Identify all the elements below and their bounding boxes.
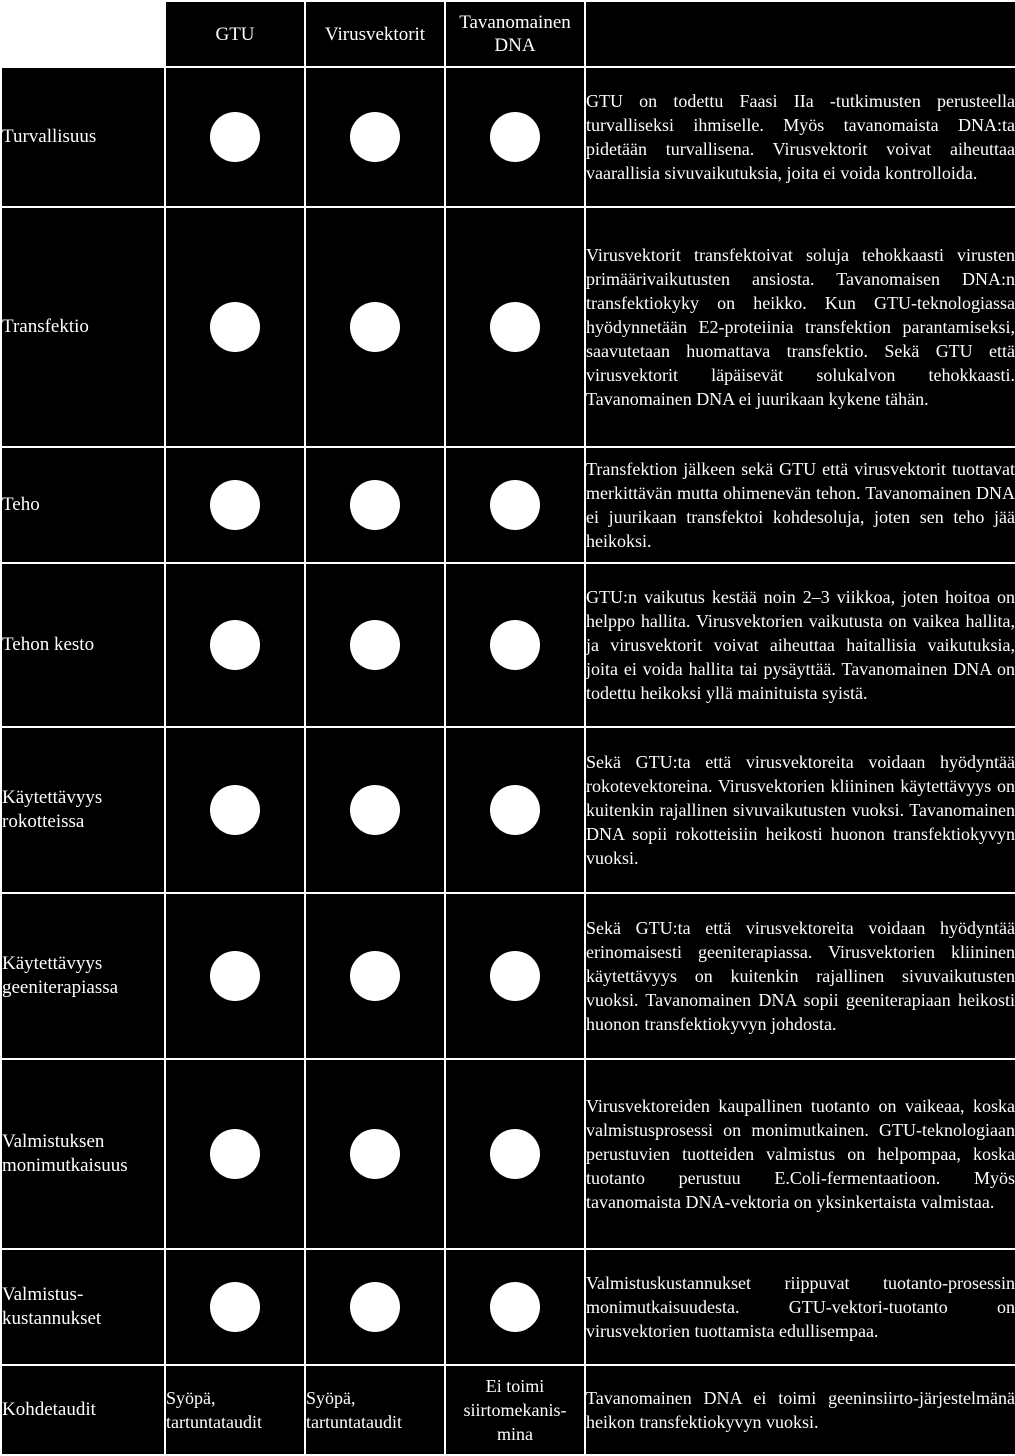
circle-icon [210, 480, 260, 530]
table-row [1, 1249, 1015, 1365]
table-row [1, 727, 1015, 893]
gtu-cell [165, 67, 305, 207]
circle-icon [490, 302, 540, 352]
circle-icon [490, 620, 540, 670]
row-description: Sekä GTU:ta että virusvektoreita voidaan hyödyntää rokotevektoreina. Virusvektorien kliininen käytettävyys on kuitenkin rajallinen sivuvaikutusten vuoksi. Tavanomainen DNA sopii rokotteisiin heikosti huonon transfektiokyvyn vuoksi. [585, 727, 1015, 893]
column-header-tavanomainen-dna: Tavanomainen DNA [445, 1, 585, 67]
gtu-cell [165, 447, 305, 563]
circle-icon [350, 785, 400, 835]
table-row [1, 207, 1015, 447]
criterion-label: Tehon kesto [1, 563, 165, 727]
virus-cell [305, 727, 445, 893]
gtu-cell [165, 207, 305, 447]
table-row [1, 447, 1015, 563]
circle-icon [210, 1129, 260, 1179]
virus-cell [305, 67, 445, 207]
circle-icon [350, 302, 400, 352]
corner-cell [1, 1, 165, 67]
criterion-label: Käytettävyys rokotteissa [1, 727, 165, 893]
criterion-label: Teho [1, 447, 165, 563]
circle-icon [490, 1282, 540, 1332]
circle-icon [210, 620, 260, 670]
gtu-cell [165, 1249, 305, 1365]
circle-icon [210, 951, 260, 1001]
virus-cell [305, 1059, 445, 1249]
row-description: Transfektion jälkeen sekä GTU että virusvektorit tuottavat merkittävän mutta ohimenevän tehon. Tavanomainen DNA ei juurikaan transfektoi kohdesoluja, joten sen teho jää heikoksi. [585, 447, 1015, 563]
gtu-cell [165, 563, 305, 727]
circle-icon [210, 112, 260, 162]
gtu-target-text: Syöpä, tartuntataudit [165, 1365, 305, 1455]
column-header-gtu: GTU [165, 1, 305, 67]
circle-icon [210, 785, 260, 835]
dna-cell [445, 1249, 585, 1365]
dna-cell [445, 207, 585, 447]
circle-icon [490, 951, 540, 1001]
virus-cell [305, 1249, 445, 1365]
row-description: Virusvektorit transfektoivat soluja tehokkaasti virusten primäärivaikutusten ansiosta. Tavanomaisen DNA:n transfektiokyky on heikko. Kun GTU-teknologiassa hyödynnetään E2-proteiinia transfektion parantamiseksi, saavutetaan huomattava transfektio. Sekä GTU että virusvektorit läpäisevät solukalvon tehokkaasti. Tavanomainen DNA ei juurikaan kykene tähän. [585, 207, 1015, 447]
table-row [1, 1365, 1015, 1455]
table-row [1, 67, 1015, 207]
row-description: GTU on todettu Faasi IIa -tutkimusten perusteella turvalliseksi ihmiselle. Myös tavanomaista DNA:ta pidetään turvallisena. Virusvektorit voivat aiheuttaa vaarallisia sivuvaikutuksia, joita ei voida kontrolloida. [585, 67, 1015, 207]
gtu-cell [165, 727, 305, 893]
row-description: GTU:n vaikutus kestää noin 2–3 viikkoa, joten hoitoa on helppo hallita. Virusvektorien vaikutusta on vaikea hallita, ja virusvektorit voivat aiheuttaa haitallisia vaikutuksia, joita ei voida hallita tai pysäyttää. Tavanomainen DNA on todettu heikoksi yllä mainituista syistä. [585, 563, 1015, 727]
circle-icon [350, 1282, 400, 1332]
circle-icon [350, 480, 400, 530]
header-row [1, 1, 1015, 67]
criterion-label: Turvallisuus [1, 67, 165, 207]
criterion-label: Valmistuksen monimutkaisuus [1, 1059, 165, 1249]
dna-cell [445, 447, 585, 563]
dna-cell [445, 893, 585, 1059]
dna-cell [445, 1059, 585, 1249]
circle-icon [350, 951, 400, 1001]
gtu-cell [165, 893, 305, 1059]
circle-icon [350, 112, 400, 162]
row-description: Valmistuskustannukset riippuvat tuotanto-prosessin monimutkaisuudesta. GTU-vektori-tuotanto on virusvektorien tuottamista edullisempaa. [585, 1249, 1015, 1365]
virus-cell [305, 447, 445, 563]
circle-icon [210, 1282, 260, 1332]
circle-icon [490, 1129, 540, 1179]
table-row [1, 1059, 1015, 1249]
criterion-label: Valmistus-kustannukset [1, 1249, 165, 1365]
criterion-label: Kohdetaudit [1, 1365, 165, 1455]
dna-cell [445, 563, 585, 727]
circle-icon [490, 112, 540, 162]
circle-icon [350, 620, 400, 670]
column-header-virusvektorit: Virusvektorit [305, 1, 445, 67]
virus-cell [305, 207, 445, 447]
column-header-description [585, 1, 1015, 67]
circle-icon [490, 480, 540, 530]
dna-cell [445, 727, 585, 893]
virus-cell [305, 893, 445, 1059]
table-row [1, 563, 1015, 727]
circle-icon [490, 785, 540, 835]
table-row [1, 893, 1015, 1059]
row-description: Virusvektoreiden kaupallinen tuotanto on vaikeaa, koska valmistusprosessi on monimutkainen. GTU-teknologiaan perustuvien tuotteiden valmistus on helpompaa, koska tuotanto perustuu E.Coli-fermentaatioon. Myös tavanomaista DNA-vektoria on yksinkertaista valmistaa. [585, 1059, 1015, 1249]
dna-target-text: Ei toimi siirtomekanis-mina [445, 1365, 585, 1455]
circle-icon [210, 302, 260, 352]
virus-cell [305, 563, 445, 727]
dna-cell [445, 67, 585, 207]
row-description: Tavanomainen DNA ei toimi geeninsiirto-järjestelmänä heikon transfektiokyvyn vuoksi. [585, 1365, 1015, 1455]
gtu-cell [165, 1059, 305, 1249]
row-description: Sekä GTU:ta että virusvektoreita voidaan hyödyntää erinomaisesti geeniterapiassa. Virusvektorien kliininen käytettävyys on kuitenkin rajallinen sivuvaikutusten vuoksi. Tavanomainen DNA sopii geeniterapiaan heikosti huonon transfektiokyvyn johdosta. [585, 893, 1015, 1059]
criterion-label: Käytettävyys geeniterapiassa [1, 893, 165, 1059]
virus-target-text: Syöpä, tartuntataudit [305, 1365, 445, 1455]
criterion-label: Transfektio [1, 207, 165, 447]
circle-icon [350, 1129, 400, 1179]
